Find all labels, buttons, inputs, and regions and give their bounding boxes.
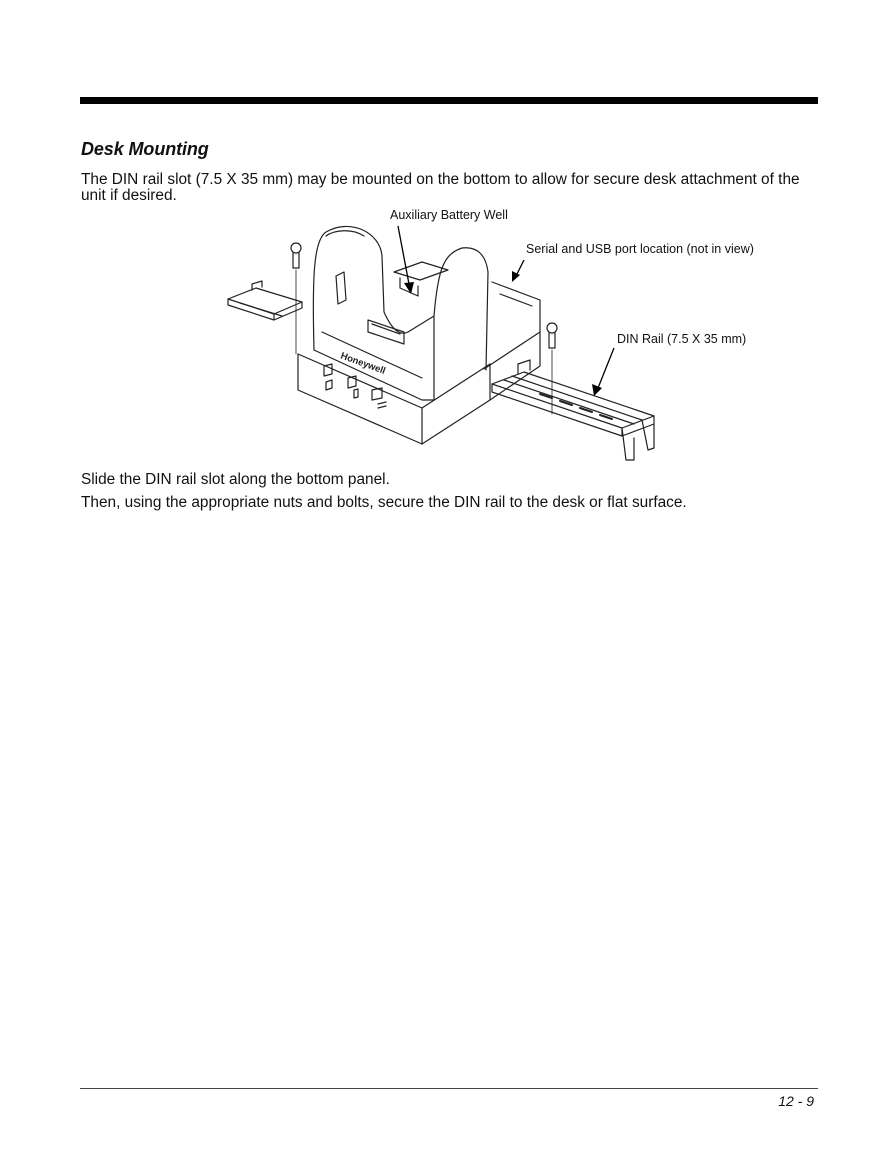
header-rule <box>80 97 818 104</box>
callout-serial-usb: Serial and USB port location (not in view) <box>526 242 754 256</box>
cradle-body <box>298 226 540 444</box>
callout-din-rail: DIN Rail (7.5 X 35 mm) <box>617 332 747 346</box>
intro-paragraph: The DIN rail slot (7.5 X 35 mm) may be mounted on the bottom to allow for secure desk attachment of the unit if desired. <box>81 171 800 204</box>
footer-rule <box>80 1088 818 1089</box>
callout-battery-well: Auxiliary Battery Well <box>390 208 508 222</box>
din-rail-figure <box>222 204 782 466</box>
brand-text: Honeywell <box>338 350 387 377</box>
step-paragraph-2: Then, using the appropriate nuts and bolts, secure the DIN rail to the desk or flat surface. <box>81 494 687 511</box>
din-rail-left <box>228 281 302 320</box>
din-rail-right <box>492 360 654 460</box>
din-arrowhead <box>592 384 602 396</box>
section-title: Desk Mounting <box>81 139 209 159</box>
step-paragraph-1: Slide the DIN rail slot along the bottom panel. <box>81 471 390 488</box>
serial-arrowhead <box>512 271 520 282</box>
page-number: 12 - 9 <box>778 1093 814 1109</box>
